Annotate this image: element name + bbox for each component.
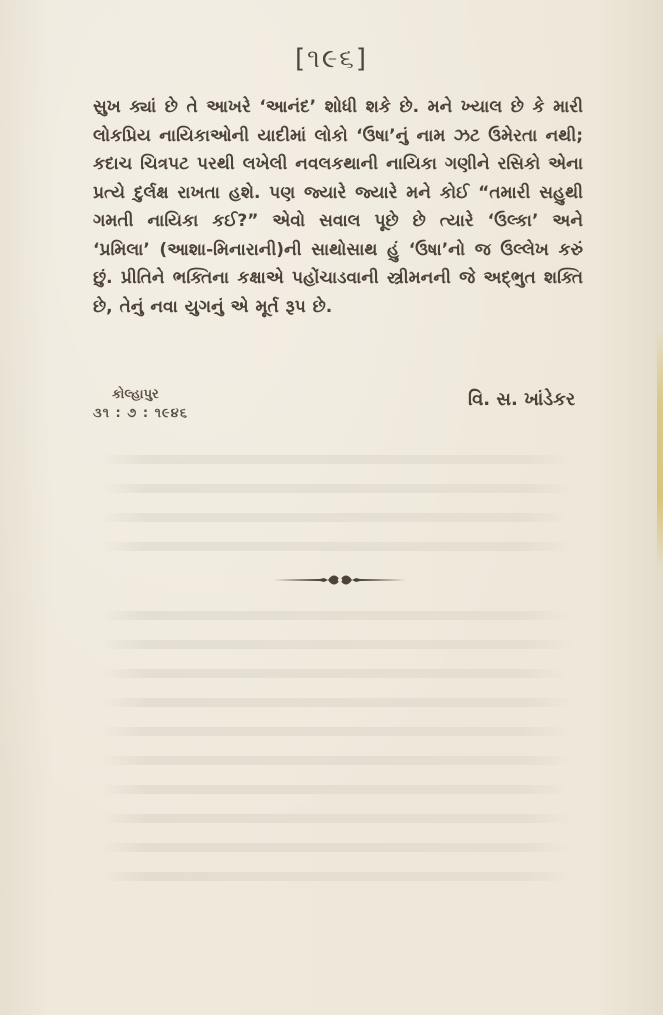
signature-date: ૩૧ : ૭ : ૧૯૪૬: [93, 406, 188, 421]
signature-place: કોલ્હાપુર: [112, 387, 159, 402]
bleed-through-line: [100, 669, 568, 678]
body-paragraph: સુખ ક્યાં છે તે આખરે ‘આનંદ’ શોધી શકે છે. મને ખ્યાલ છે કે મારી લોકપ્રિય નાયિકાઓની યાદીમાં લોકો ‘ઉષા’નું નામ ઝટ ઉમેરતા નથી; કદાચ ચિત્રપટ પરથી લખેલી નવલકથાની નાયિકા ગણીને રસિકો એના પ્રત્યે દુર્લક્ષ રાખતા હશે. પણ જ્યારે જ્યારે મને કોઈ “તમારી સહુથી ગમતી નાયિકા કઈ?” એવો સવાલ પૂછે છે ત્યારે ‘ઉલ્કા’ અને ‘પ્રમિલા’ (આશા-મિનારાની)ની સાથોસાથ હું ‘ઉષા’નો જ ઉલ્લેખ કરું છું. પ્રીતિને ભક્તિના કક્ષાએ પહોંચાડવાની સ્ત્રીમનની જે અદ્ભુત શક્તિ છે, તેનું નવા યુગનું એ મૂર્ત રૂપ છે.: [93, 97, 583, 317]
page-number: [૧૯૬]: [295, 44, 368, 74]
bleed-through-line: [100, 756, 573, 765]
bleed-through-line: [100, 698, 575, 707]
page-edge-stain: [657, 330, 663, 570]
decorative-divider-icon: [272, 573, 408, 587]
bleed-through-line: [100, 814, 574, 823]
bleed-through-line: [100, 484, 575, 493]
bleed-through-line: [100, 727, 570, 736]
bleed-through-line: [100, 513, 570, 522]
bleed-through-line: [100, 455, 570, 464]
bleed-through-line: [100, 872, 572, 881]
bleed-through-line: [100, 640, 574, 649]
bleed-through-line: [100, 542, 572, 551]
signature-author: વિ. સ. ખાંડેકર: [468, 389, 576, 410]
bleed-through-line: [100, 785, 570, 794]
bleed-through-line: [100, 843, 570, 852]
bleed-through-line: [100, 611, 570, 620]
